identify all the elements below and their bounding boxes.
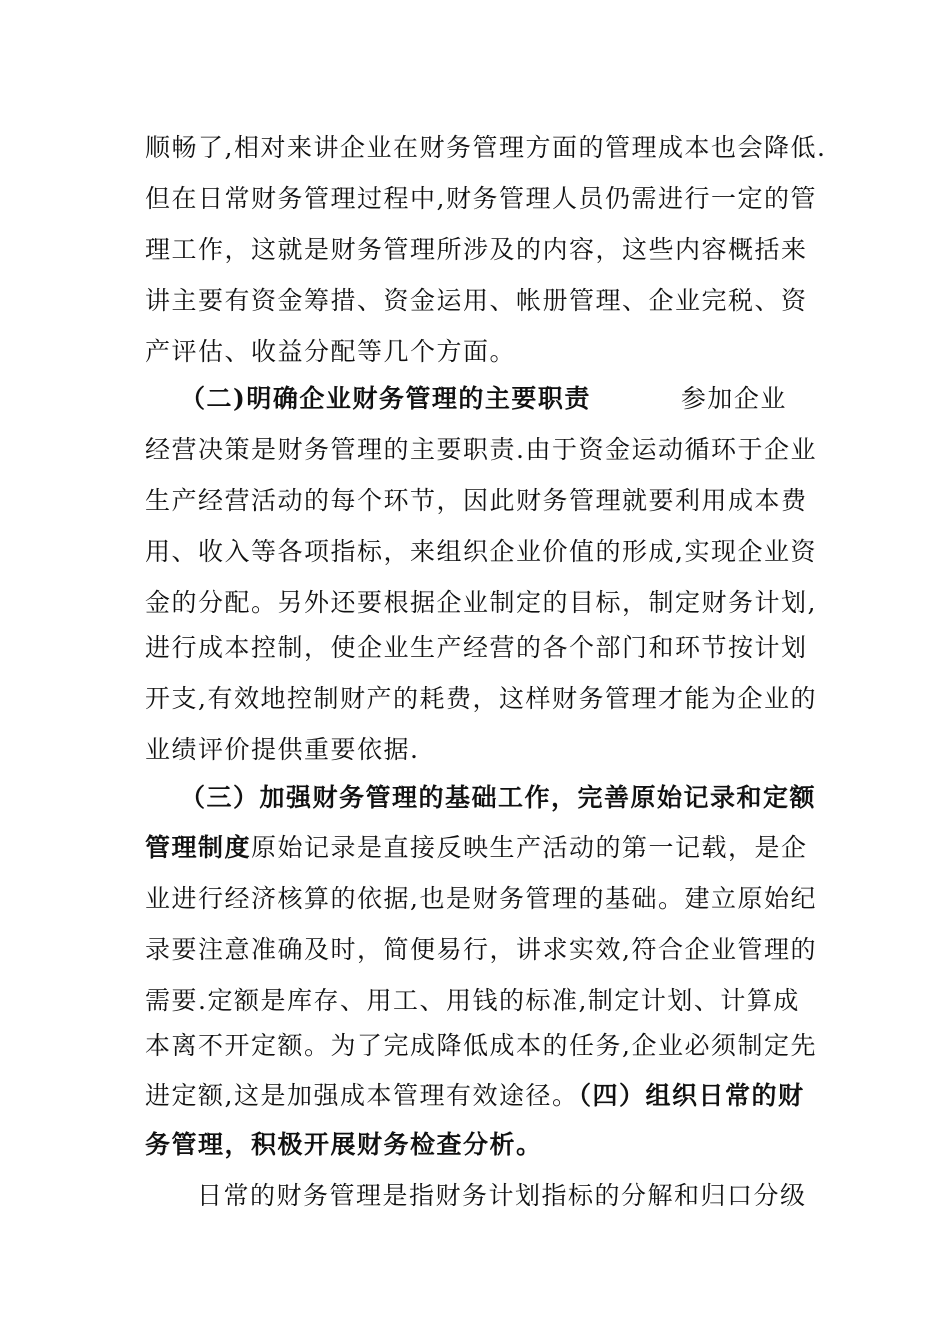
section-2-heading: （二)明确企业财务管理的主要职责: [180, 384, 591, 413]
section-4-heading: （四）组织日常的财: [578, 1081, 805, 1110]
paragraph-line: 开支,有效地控制财产的耗费，这样财务管理才能为企业的: [145, 684, 817, 713]
paragraph-line: 产评估、收益分配等几个方面。: [145, 337, 517, 366]
section-4-heading-continued: 务管理，积极开展财务检查分析。: [145, 1130, 543, 1159]
section-3-last-line: [145, 1081, 804, 1111]
section-3-line-2: [145, 833, 808, 863]
section-3-last-text: 进定额,这是加强成本管理有效途径。: [145, 1081, 579, 1110]
paragraph-line: 金的分配。另外还要根据企业制定的目标，制定财务计划,: [145, 588, 817, 617]
paragraph-line: 需要.定额是库存、用工、用钱的标准,制定计划、计算成: [145, 986, 800, 1015]
section-3-text: 原始记录是直接反映生产活动的第一记载，是企: [251, 833, 808, 862]
paragraph-line: 进行成本控制，使企业生产经营的各个部门和环节按计划: [145, 633, 808, 662]
paragraph-line: 经营决策是财务管理的主要职责.由于资金运动循环于企业: [145, 435, 817, 464]
paragraph-line: 顺畅了,相对来讲企业在财务管理方面的管理成本也会降低.: [145, 133, 827, 162]
paragraph-line: 讲主要有资金筹措、资金运用、帐册管理、企业完税、资: [145, 286, 808, 315]
section-2-first-line: [180, 384, 787, 414]
paragraph-line: 但在日常财务管理过程中,财务管理人员仍需进行一定的管: [145, 184, 817, 213]
paragraph-line: 生产经营活动的每个环节，因此财务管理就要利用成本费: [145, 486, 808, 515]
paragraph-line: 理工作，这就是财务管理所涉及的内容，这些内容概括来: [145, 235, 808, 264]
paragraph-line: 本离不开定额。为了完成降低成本的任务,企业必须制定先: [145, 1031, 817, 1060]
paragraph-line: 用、收入等各项指标，来组织企业价值的形成,实现企业资: [145, 537, 817, 566]
paragraph-line: 录要注意准确及时，简便易行，讲求实效,符合企业管理的: [145, 935, 817, 964]
section-2-first-text: 参加企业: [680, 384, 787, 413]
paragraph-line: 日常的财务管理是指财务计划指标的分解和归口分级: [197, 1181, 807, 1210]
paragraph-line: 业进行经济核算的依据,也是财务管理的基础。建立原始纪: [145, 884, 817, 913]
paragraph-line: 业绩评价提供重要依据.: [145, 735, 420, 764]
section-3-heading-continued: 管理制度: [145, 833, 252, 862]
section-3-heading: （三）加强财务管理的基础工作，完善原始记录和定额: [180, 783, 817, 812]
